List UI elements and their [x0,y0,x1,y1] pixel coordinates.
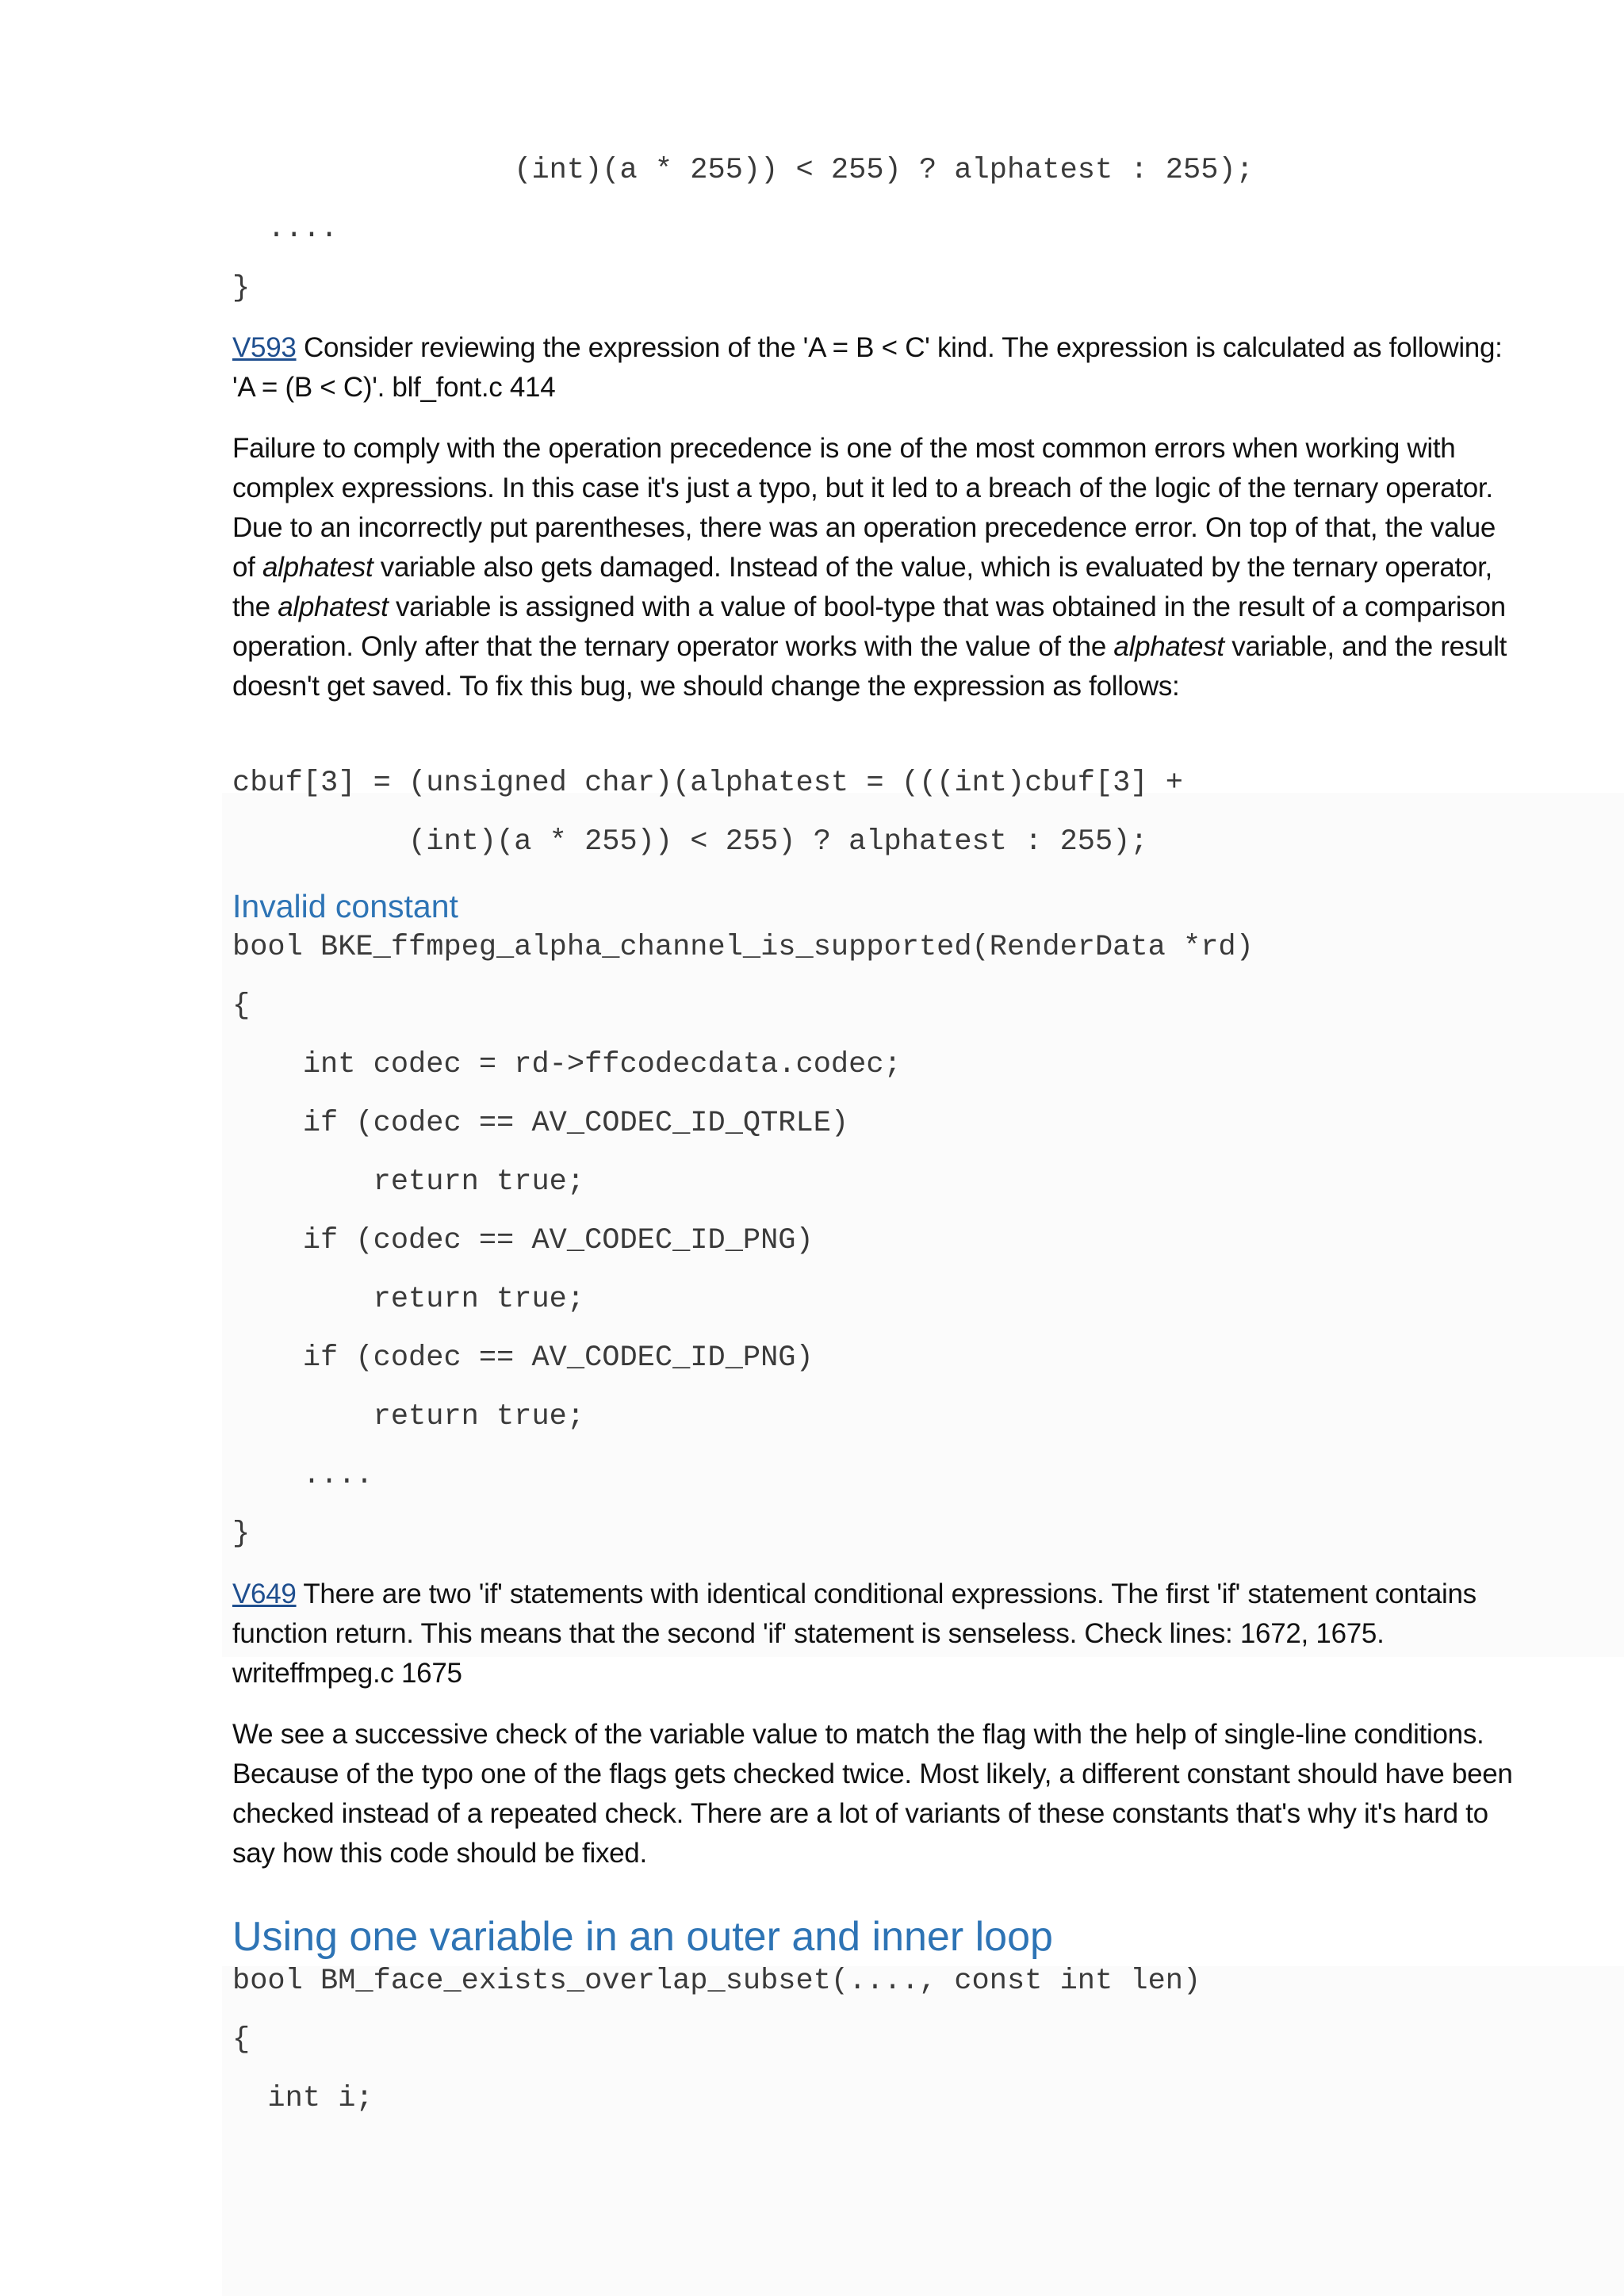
code-line: .... [232,212,339,246]
code-line: { [232,989,251,1023]
code-line: (int)(a * 255)) < 255) ? alphatest : 255); [232,154,1254,187]
code-line: { [232,2023,251,2057]
code-line: if (codec == AV_CODEC_ID_QTRLE) [232,1107,849,1140]
code-line: } [232,1517,251,1551]
paragraph-text: variable is assigned with a value of bool-type that was obtained in the result of a comparison operation. Only after that the ternary operator works with the value of the [232,591,1506,662]
variable-name-emphasis: alphatest [262,552,373,583]
code-line: bool BM_face_exists_overlap_subset(...., const int len) [232,1965,1201,1998]
paragraph-text: variable also gets damaged. Instead of the value, which is evaluated by the ternary operator, the [232,552,1492,622]
diagnostic-v593-text: Consider reviewing the expression of the 'A = B < C' kind. The expression is calculated as following: 'A = (B < C)'. blf_font.c 414 [232,332,1503,403]
code-block-background [222,1966,1624,2296]
code-line: cbuf[3] = (unsigned char)(alphatest = (((int)cbuf[3] + [232,767,1183,800]
variable-name-emphasis: alphatest [1113,631,1224,662]
code-line: int codec = rd->ffcodecdata.codec; [232,1048,902,1081]
code-line: .... [232,1459,373,1492]
code-line: bool BKE_ffmpeg_alpha_channel_is_supported(RenderData *rd) [232,931,1254,964]
section-heading-loop-variable: Using one variable in an outer and inner loop [232,1914,1053,1960]
diagnostic-v593 [232,328,1517,408]
paragraph-text: Failure to comply with the operation precedence is one of the most common errors when working with complex expressions. In this case it's just a typo, but it led to a breach of the logic of the ternary operator. Due to an incorrectly put parentheses, there was an operation precedence error. On top of that, the value of [232,433,1496,583]
code-line: } [232,272,251,305]
code-line: return true; [232,1165,585,1199]
code-line: if (codec == AV_CODEC_ID_PNG) [232,1224,814,1257]
diagnostic-v649-text: There are two 'if' statements with identical conditional expressions. The first 'if' statement contains function return. This means that the second 'if' statement is senseless. Check lines: 1672, 1675. writeffmpeg.c 1675 [232,1578,1477,1689]
diagnostic-v649 [232,1575,1517,1693]
paragraph-precedence [232,429,1517,706]
code-line: int i; [232,2082,373,2115]
code-line: (int)(a * 255)) < 255) ? alphatest : 255); [232,825,1148,859]
code-line: return true; [232,1283,585,1316]
v593-link[interactable]: V593 [232,332,297,363]
v649-link[interactable]: V649 [232,1578,297,1609]
paragraph-successive-check: We see a successive check of the variable value to match the flag with the help of single-line conditions. Because of the typo one of the flags gets checked twice. Most likely, a different constant should have been checked instead of a repeated check. There are a lot of variants of these constants that's why it's hard to say how this code should be fixed. [232,1719,1513,1869]
variable-name-emphasis: alphatest [278,591,389,622]
code-line: return true; [232,1400,585,1433]
paragraph-text: variable, and the result doesn't get saved. To fix this bug, we should change the expression as follows: [232,631,1507,702]
section-heading-invalid-constant: Invalid constant [232,888,458,924]
code-line: if (codec == AV_CODEC_ID_PNG) [232,1341,814,1375]
